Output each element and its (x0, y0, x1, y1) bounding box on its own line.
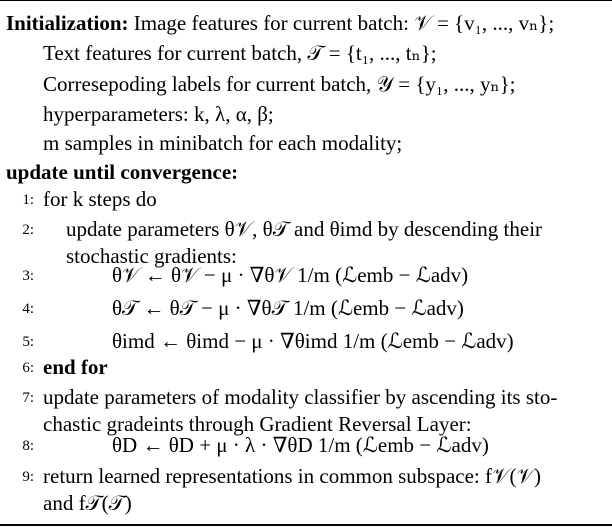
step-text: return learned representations in common subspace: f𝒱(𝒱) (43, 464, 541, 488)
update-label: update until convergence: (6, 160, 239, 184)
init-labels: Corresepoding labels for current batch, 𝒴 = {y₁, ..., yₙ}; (43, 72, 516, 96)
step-number: 2: (22, 222, 34, 238)
step-equation: θD ← θD + μ · λ · ∇θD 1/m (ℒemb − ℒadv) (112, 433, 489, 457)
step-number: 8: (22, 438, 34, 454)
step-number: 9: (22, 469, 34, 485)
bottom-rule (0, 524, 612, 526)
step-equation: θ𝒯 ← θ𝒯 − μ · ∇θ𝒯 1/m (ℒemb − ℒadv) (112, 296, 464, 320)
step-number: 3: (22, 268, 34, 284)
init-line-1 (6, 10, 554, 36)
step-number: 1: (22, 192, 34, 208)
init-label: Initialization: (6, 11, 129, 35)
top-rule (0, 0, 612, 1)
init-image-features: Image features for current batch: 𝒱 = {v₁, ..., vₙ}; (133, 11, 555, 35)
step-text: update parameters of modality classifier by ascending its sto- (43, 385, 558, 409)
step-number: 6: (22, 360, 34, 376)
step-text: update parameters θ𝒱, θ𝒯 and θimd by descending their (66, 217, 543, 241)
step-number: 5: (22, 334, 34, 350)
init-minibatch: m samples in minibatch for each modality; (43, 131, 403, 155)
step-text: and f𝒯(𝒯) (43, 491, 132, 515)
update-heading (6, 159, 238, 185)
step-number: 4: (22, 301, 34, 317)
step-equation: θ𝒱 ← θ𝒱 − μ · ∇θ𝒱 1/m (ℒemb − ℒadv) (112, 263, 469, 287)
step-text: stochastic gradients: (66, 244, 237, 268)
step-equation: θimd ← θimd − μ · ∇θimd 1/m (ℒemb − ℒadv) (112, 329, 514, 353)
step-text: for k steps do (43, 187, 157, 211)
step-number: 7: (22, 390, 34, 406)
init-hyperparameters: hyperparameters: k, λ, α, β; (43, 102, 274, 126)
init-text-features: Text features for current batch, 𝒯 = {t₁, ..., tₙ}; (43, 41, 437, 65)
step-text: chastic gradeints through Gradient Reversal Layer: (43, 412, 472, 436)
step-text: end for (43, 355, 108, 379)
